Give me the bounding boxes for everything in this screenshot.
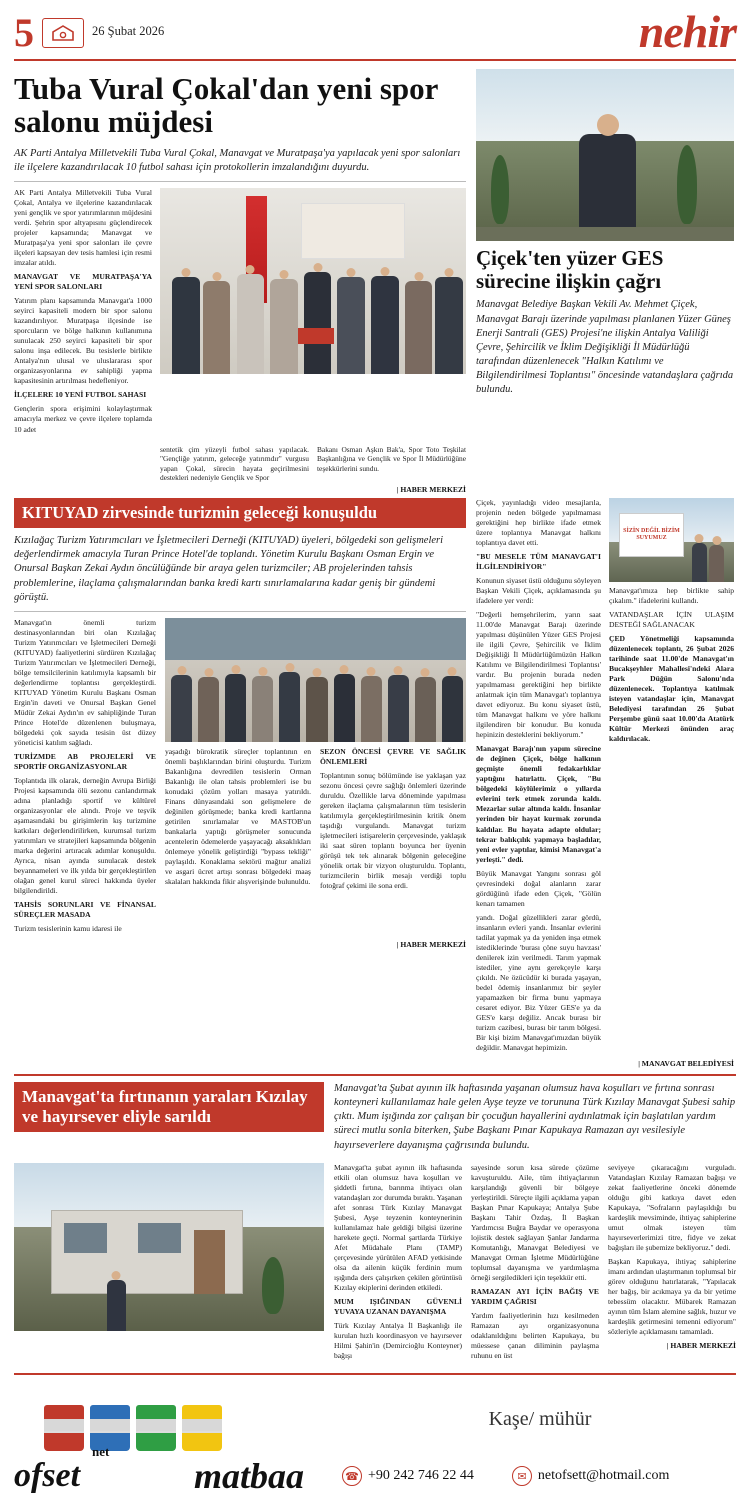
kizilay-body-col2	[471, 1163, 599, 1365]
lead-headline: Tuba Vural Çokal'dan yeni spor salonu müjdesi	[14, 71, 438, 139]
protest-banner-text: SİZİN DEĞİL BİZİM SUYUMUZ	[619, 513, 684, 557]
lead-article	[14, 69, 466, 494]
ad-footer	[14, 1443, 736, 1497]
ges-p2: Konunun siyaset üstü olduğunu söyleyen Başkan Vekili Çiçek, açıklamasında şu ifadelere yer verdi:	[476, 576, 601, 606]
stamp-yellow-icon	[182, 1405, 222, 1451]
kituyad-article	[14, 498, 466, 1068]
ges-sub1: "BU MESELE TÜM MANAVGAT'I İLGİLENDİRİYOR"	[476, 552, 601, 572]
advertisement	[14, 1373, 736, 1501]
kizilay-p1: Manavgat'ta şubat ayının ilk haftasında etkili olan olumsuz hava koşulları ve şiddetli fırtına, barınma ihtiyacı olan vatandaşları zor durumda bıraktı. Yaşanan afet sonrası Türk Kızılay Manavgat Şubesi, Ayşe teyzenin konteynerinin kullanılamaz hale geldiği bilgisi üzerine harekete geçti. Normal şartlarda Türkiye Afet Müdahale Planı (TAMP) çerçevesinde yürütülen AFAD yetkisinde olsa da ailenin küçük ferdinin mum ışığında ders çalışırken çekilen görüntüsü Kızılay ekiplerini derinden etkiledi.	[334, 1162, 462, 1292]
kizilay-body-col1	[334, 1163, 462, 1365]
brand-title: nehir	[638, 6, 736, 57]
kizilay-p4: Yardım faaliyetlerinin hızı kesilmeden Ramazan ayı organizasyonuna odaklanıldığını belirten Kapukaya, bu müessese çanan diliminin paylaşma ruhunu en üst	[471, 1310, 599, 1360]
lead-credit: | HABER MERKEZİ	[396, 485, 466, 495]
page-number: 5	[14, 10, 34, 56]
kizilay-p6: Başkan Kapukaya, ihtiyaç sahiplerine imanı ardından ulaştırmanın toplumsal bir görev olduğunu hatırlatarak, "Yapılacak her bağış, bir acıkmaya ya da bir yetime tebessüm olacaktır. Mübarek Ramazan ayının tüm İslam alemine sağlık, huzur ve kardeşlik getirmesini temenni ediyorum" sözleriyle açıklamasını tamamladı.	[608, 1256, 736, 1336]
ges-p3: "Değerli hemşehrilerim, yarın saat 11.00'de Manavgat Barajı üzerinde yapılması düşünülen Yüzer GES Projesi ile ilgili Çevre, Şehircilik ve İklim Değişikliği İl Müdürlüğümüzün Halkın Katılımı ve Bilgilendirilmesi Toplantısı' vardır. Bu projenin burada neden yapılmaması gerektiğini hep birlikte anlatmak için tüm Manavgat'ı toplantıya davet ediyoruz. Bu konu siyaset üstü, tüm Manavgat halkını ve yöre halkını ilgilendiren bir konudur. Bu konuda hepinizin desteklerini bekliyorum."	[476, 610, 601, 740]
ges-p6: Manavgat'ımıza hep birlikte sahip çıkalım." ifadelerini kullandı.	[609, 586, 734, 606]
kituyad-sub1: TURİZMDE AB PROJELERİ VE SPORTİF ORGANİZASYONLAR	[14, 752, 156, 772]
lead-p2: Yatırım planı kapsamında Manavgat'a 1000 seyirci kapasiteli modern bir spor salonu kazandırılıyor. Muratpaşa ilçesinde ise sporcuların ve bölge halkının kullanımına sunulacak 250 seyirci kapasiteli bir spor salonu inşa edilecek. Bu tesislerle birlikte Antalya'nın ulusal ve uluslararası spor organizasyonlarına ev sahipliği yapma kapasitesinin artırılması hedefleniyor.	[14, 296, 152, 386]
kituyad-sub2: TAHSİS SORUNLARI VE FİNANSAL SÜREÇLER MASADA	[14, 900, 156, 920]
kituyad-p4: yaşadığı bürokratik süreçler toplantının en önemli başlıklarından birini oluşturdu. Turizm Bakanlığına devredilen tesislerin Orman Bakanlığı ile olan tahsis problemleri ise bu konudaki çözüm yolları masaya yatırıldı. Finans dünyasındaki son gelişmelere de değinilen görüşmede; banka kredi kartlarına getirilen sınırlamalar ve MASTOB'un bankalarla yaptığı görüşmeler sonucunda acentelerin ödemelerde yaşayacağı aksaklıkları önlemeye yönelik geliştirdiği "bypass tekliği" paylaşıldı. Konaklama sektörü mağtur analizi ve asgari ücret artışı sonrası bölgedeki maaş skalaları hakkında fikir alışverişinde bulunuldu.	[165, 746, 311, 887]
kizilay-standfirst: Manavgat'ta Şubat ayının ilk haftasında yaşanan olumsuz hava koşulları ve fırtına sonrası konteyneri kullanılamaz hale gelen Ayşe teyze ve torununa Türk Kızılay Manavgat Şubesi sahip çıktı. Mum işığında zor çalışan bir çocuğun hayallerini aydınlatmak için başlatılan yardım süreci mutlu sonla biterken, Şube Başkanı Pınar Kapukaya Ramazan ayı vesilesiyle hayırseverlere dayanışma çağrısında bulundu.	[334, 1082, 736, 1151]
ges-body	[476, 498, 734, 1068]
kituyad-p1: Manavgat'ın önemli turizm destinasyonlarından biri olan Kızılağaç Turizm Yatırımcıları ve İşletmecileri Derneği (KITUYAD) faaliyetlerini sürdüren Kızılağaç Turizm Yatırımcıları ve İşletmecileri Derneği, bölge temsilcilerinin katılımıyla kapsamlı bir değerlendirme toplantısı gerçekleştirdi. KITUYAD Yönetim Kurulu Başkanı Osman Ergin'in daveti ve Onursal Başkan Genel Müdür Zekai Aydın'ın ev sahipliğinde Turan Prince Hotel'de düzenlenen buluşmaya, bölgedeki çok sayıda tesisin üst düzey yöneticisi katılım sağladı.	[14, 617, 156, 748]
kizilay-p5: seviyeye çıkaracağını vurguladı. Vatandaşları Kızılay Ramazan bağışı ve zekat faaliyetlerine önceki dönemde olduğu gibi katkıya davet eden Kapukaya, "Sofraların paylaşıldığı bu kardeşlik mevsiminde, ihtiyaç sahiplerine umut olmak isteyen tüm hayırseverlerimizi titre, fidye ve zekat bağışları ile şubemize bekliyoruz." dedi.	[608, 1162, 736, 1252]
protocol-signing-photo	[160, 188, 466, 374]
protest-banner-photo	[609, 498, 734, 582]
lead-p3: Gençlerin spora erişimini kolaylaştırmak amacıyla merkez ve çevre ilçelere toplamda 10 adet	[14, 404, 152, 434]
ges-p1: Çiçek, yayınladığı video mesajlarıla, projenin neden bölgede yapılmaması gerektiğini hep birlikte ifade etmek üzere toplantıya Manavgat halkını toplantıya davet etti.	[476, 498, 601, 548]
top-section	[14, 69, 736, 494]
envelope-icon: ✉	[512, 1466, 532, 1486]
kituyad-body-col2	[165, 747, 311, 895]
kizilay-sub1: MUM IŞIĞINDAN GÜVENLİ YUVAYA UZANAN DAYANIŞMA	[334, 1296, 462, 1316]
kituyad-body-col1	[14, 618, 156, 938]
mehmet-cicek-photo	[476, 69, 734, 241]
masthead-left	[14, 10, 165, 56]
kituyad-p5: Toplantının sonuç bölümünde ise yaklaşan yaz sezonu öncesi çevre sağlığı önlemleri üzerinde duruldu. Özellikle larva döneminde yapılması gereken ilaçlama çalışmalarının tüm tesislerin katılımıyla gerçekleştirilmesinin kritik önem taşıdığı vurgulandı. Manavgat turizm işletmecileri istişarelerin çerçevesinde, yaklaşık iki saat süren toplantı boyunca her üyenin görüşü tek tek alınarak bölgenin geleceğine yönelik ortak bir vizyon oluşturuldu. Toplantı, turizmcilerin birlik mesajı verdiği toplu fotoğraf çekimi ile sona erdi.	[320, 770, 466, 891]
ges-p4: Büyük Manavgat Yangını sonrası göl çevresindeki doğal alanların zarar gördüğünü ifade eden Çiçek, "Gölün kenarı tamamen	[476, 868, 601, 908]
section-divider	[14, 1074, 736, 1076]
ad-email-text: netofsett@hotmail.com	[537, 1468, 670, 1483]
masthead	[14, 8, 736, 57]
kituyad-credit: | HABER MERKEZİ	[396, 940, 466, 950]
ges-sub2: Manavgat Barajı'nın yapım sürecine de değinen Çiçek, bölge halkının geçmişte önemli fedakarlıklar yaptığını hatırlattı. Çiçek, "Bu bölgedeki köylülerimiz o yıllarda evlerini terk etmek zorunda kaldı. Mezarlar sular altında kaldı. İnsanlar yerinden bir hayat kurmak zorunda kaldılar. Bu hayata adapte oldular; tekrar balıkçılık yapmaya başladılar, yeni evler yaptılar, kimisi Manavgat'a yerleşti." dedi.	[476, 744, 601, 864]
lead-p1: AK Parti Antalya Milletvekili Tuba Vural Çokal, Antalya ve ilçelerine kazandırılacak yeni gençlik ve spor yatırımlarının müjdesini verdi. Şehrin spor altyapısını güçlendirecek projeler kapsamında; Manavgat ve Muratpaşa'ya yeni spor salonları ile çevre ilçeleri kapsayan dev tesis hamlesi için resmi imzalar atıldı.	[14, 188, 152, 268]
ad-brand-matbaa: matbaa	[194, 1456, 305, 1496]
kizilay-headline: Manavgat'ta fırtınanın yaraları Kızılay ve hayırsever eliyle sarıldı	[14, 1082, 324, 1132]
kizilay-p2: Türk Kızılay Antalya İl Başkanlığı ile kurulan hızlı koordinasyon ve hayırsever Hilmi Şahin'in (Demircioğlu Konteyner) bağışı	[334, 1320, 462, 1360]
ges-body-col2	[609, 586, 734, 748]
kizilay-credit: | HABER MERKEZİ	[666, 1340, 736, 1350]
kizilay-sub2: RAMAZAN AYI İÇİN BAĞIŞ VE YARDIM ÇAĞRISI	[471, 1286, 599, 1306]
ges-standfirst: Manavgat Belediye Başkan Vekili Av. Mehmet Çiçek, Manavgat Barajı üzerinde yapılması planlanen Yüzer Güneş Enerji Santrali (GES) Projesi'ne ilişkin Antalya Valiliği Çevre, Şehircilik ve İklim Değişikliği İl Müdürlüğü tarafından düzenlenecek "Halkın Katılımı ve Bilgilendirilmesi Toplantısı" öncesinde vatandaşlara çağrıda bulundu.	[476, 299, 734, 396]
ad-kase-label: Kaşe/ mühür	[488, 1407, 592, 1430]
phone-icon: ☎	[342, 1466, 362, 1486]
kituyad-headline: KITUYAD zirvesinde turizmin geleceği konuşuldu	[14, 498, 466, 528]
kizilay-article	[14, 1082, 736, 1365]
ges-body-col1	[476, 498, 601, 1057]
lead-standfirst: AK Parti Antalya Milletvekili Tuba Vural Çokal, Manavgat ve Muratpaşa'ya yapılacak yeni spor salonları ile ilçelere kazandırılacak 10 futbol sahası için protokollerin imzalandığını duyurdu.	[14, 147, 466, 182]
stamp-red-icon	[44, 1405, 84, 1451]
ges-sub3: ÇED Yönetmeliği kapsamında düzenlenecek toplantı, 26 Şubat 2026 tarihinde saat 11.00'de Manavgat'ın Bucakşeyhler Mahallesi'ndeki Alara Park Düğün Salonu'nda düzenlenecek. Toplantıya katılmak isteyen vatandaşlar için, Manavgat Belediyesi tarafından 26 Şubat Perşembe günü saat 10.00'da Atatürk Kültür Merkezi önünden araç kaldırılacak.	[609, 634, 734, 744]
lead-caption-2: Bakanı Osman Aşkın Bak'a, Spor Toto Teşkilat Başkanlığına ve Gençlik ve Spor İl Müdürlüğüne teşekkürlerini sundu.	[317, 444, 466, 473]
masthead-rule	[14, 59, 736, 61]
ad-brand-net: net	[92, 1443, 110, 1459]
ges-article	[476, 69, 734, 494]
ad-brand-ofset: ofset	[14, 1456, 81, 1494]
kituyad-p3: Turizm tesislerinin kamu idaresi ile	[14, 924, 122, 934]
ad-phone-text: +90 242 746 22 44	[368, 1468, 474, 1483]
container-home-photo	[14, 1163, 324, 1331]
kizilay-body-col3	[608, 1163, 736, 1365]
kituyad-p2: Toplantıda ilk olarak, derneğin Avrupa Birliği Projesi kapsamında ölü sezonu canlandırmak adına planladığı sportif ve kültürel organizasyonlar ele alındı. Proje ve teşvik aşamasındaki bu girişimlerin kış turizmine katkıları değerlendirilirken, kurumsal turizm yatırımları ve stratejileri kapsamında bölgenin marka değerini artıracak adımlar konuşuldu. Ayrıca, nisan ayında sunulacak destek beyannameleri ve ilk yılda bir gerçekleştirilen olağan genel kurul süreci hakkında üyeler bilgilendirildi.	[14, 776, 156, 896]
kizilay-p3: sayesinde sorun kısa sürede çözüme kavuşturuldu. Aile, tüm ihtiyaçlarının karşılandığı güvenli bir bölgeye yerleştirildi. Süreçte ilgili açıklama yapan Başkan Pınar Kapukaya; Antalya Şube Başkanı Tahir Özdaş, İl Başkan Yardımcısı Buğra Baydar ve operasyona lojistik destek sağlayan Şanlar Jandarma Komutanlığı, Manavgat Belediyesi ve Manavgat Orman İşletme Müdürlüğüne toplumsal dayanışma ve yardımlaşma örneği sergiledikleri için teşekkür etti.	[471, 1162, 599, 1282]
ad-phone[interactable]	[342, 1466, 474, 1486]
stamp-green-icon	[136, 1405, 176, 1451]
ad-email[interactable]	[512, 1466, 669, 1486]
issue-date: 26 Şubat 2026	[92, 24, 165, 39]
kituyad-group-photo	[165, 618, 466, 742]
mid-section	[14, 498, 736, 1068]
ges-credit: | MANAVGAT BELEDİYESİ	[638, 1058, 734, 1068]
kituyad-standfirst: Kızılağaç Turizm Yatırımcıları ve İşletmecileri Derneği (KITUYAD) üyeleri, bölgedeki son gelişmeleri değerlendirmek amacıyla Turan Prince Hotel'de toplandı. Yönetim Kurulu Başkanı Osman Ergin ve Onursal Başkan Zekai Aydın öncülüğünde bir araya gelen turizmciler; AB projelerinden tahsis problemlerine, ilaçlama çalışmalarından banka kredi kartı sınırlamalarına kadar geniş bir gündemi görüştü.	[14, 534, 466, 612]
house-logo-icon	[42, 18, 84, 48]
lead-caption-1: sentetik çim yüzeyli futbol sahası yapılacak. "Gençliğe yatırım, geleceğe yatırımdır" vurgusu yapan Çokal, sürecin hayata geçirilmesini destekleri nedeniyle Gençlik ve Spor	[160, 444, 309, 483]
lead-sub2: İLÇELERE 10 YENİ FUTBOL SAHASI	[14, 390, 147, 400]
ges-p5: yandı. Doğal güzellikleri zarar gördü, insanların evleri yandı. İnsanlar evlerini tadilat yapmak ya da yeniden inşa etmek istediklerinde 'burası çöne suyu havzası' denilerek izin verilmedi. Tarım yapmak istediler, yine aynı gerekçeyle karşı çıkıldı. Ne özücüdür ki burada yaşayan, bedel ödemiş insanlarımız bir şeyler yapamazken bir firma bunu yapmaya cesaret ediyor. Biz Yüzer GES'e ya da GES'e karşı değiliz. Ancak burası bir turizm cazibesi, burası bir tarım bölgesi. Bir kişi bizim Manavgat'ımızdan büyük değildir. Manavgat hepimizin.	[476, 912, 601, 1052]
lead-sub1: MANAVGAT VE MURATPAŞA'YA YENİ SPOR SALONLARI	[14, 272, 152, 292]
ges-headline: Çiçek'ten yüzer GES sürecine ilişkin çağrı	[476, 246, 664, 293]
kituyad-sub3: SEZON ÖNCESİ ÇEVRE VE SAĞLIK ÖNLEMLERİ	[320, 746, 466, 766]
ges-p7: VATANDAŞLAR İÇİN ULAŞIM DESTEĞİ SAĞLANACAK	[609, 610, 734, 630]
lead-body-col1	[14, 188, 152, 438]
kituyad-body-col3	[320, 747, 466, 895]
